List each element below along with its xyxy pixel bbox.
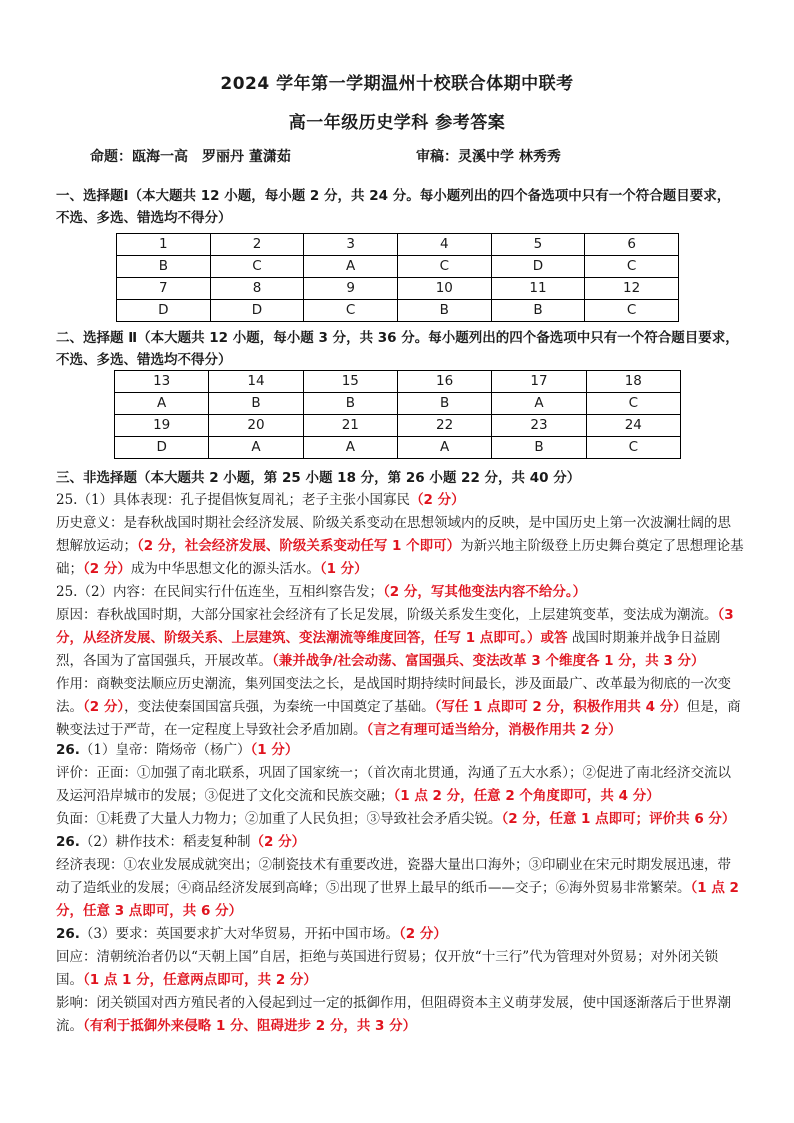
answer-text: 为新兴地主阶级登上历史舞台奠定了思想理论基础； xyxy=(56,538,744,577)
score-note: （2 分） xyxy=(83,699,125,715)
exam-title: 2024 学年第一学期温州十校联合体期中联考 xyxy=(220,74,574,94)
table-cell: B xyxy=(492,437,586,459)
table-cell: 22 xyxy=(397,415,491,437)
table-cell: 4 xyxy=(397,234,491,256)
table-cell: C xyxy=(210,256,304,278)
table-cell: 12 xyxy=(585,278,679,300)
q25-effect xyxy=(56,673,744,742)
table-row xyxy=(117,256,679,278)
table-cell: A xyxy=(492,393,586,415)
q26-response xyxy=(56,946,744,992)
reviewer-line: 审稿：灵溪中学 林秀秀 xyxy=(416,149,561,165)
table-cell: 5 xyxy=(491,234,585,256)
answer-text: 但是，商鞅变法过于严苛，在一定程度上导致社会矛盾加剧。 xyxy=(56,699,741,738)
q26-impact xyxy=(56,992,744,1038)
score-note: （1 点 2 分，任意 3 点即可，共 6 分） xyxy=(56,880,739,919)
table-cell: 3 xyxy=(304,234,398,256)
table-cell: 15 xyxy=(303,371,397,393)
table-cell: 21 xyxy=(303,415,397,437)
table-cell: D xyxy=(210,300,304,322)
table-cell: C xyxy=(397,256,491,278)
table-cell: 14 xyxy=(209,371,303,393)
q25-reason xyxy=(56,604,744,673)
answer-text: 作用：商鞅变法顺应历史潮流，集列国变法之长，是战国时期持续时间最长，涉及面最广、改革最为彻底的一次变法。 xyxy=(56,676,731,715)
table-cell: 8 xyxy=(210,278,304,300)
score-note: （兼并战争/社会动荡、富国强兵、变法改革 3 个维度各 1 分，共 3 分） xyxy=(272,653,705,669)
table-row xyxy=(115,371,681,393)
table-cell: 10 xyxy=(397,278,491,300)
q25-part1 xyxy=(56,489,744,512)
table-cell: D xyxy=(115,437,209,459)
table-cell: 7 xyxy=(117,278,211,300)
table-cell: 20 xyxy=(209,415,303,437)
score-note: （2 分） xyxy=(410,492,465,508)
table-cell: C xyxy=(586,437,680,459)
table-cell: B xyxy=(117,256,211,278)
score-note: （1 分） xyxy=(250,742,299,758)
table-cell: C xyxy=(585,300,679,322)
q26-economy xyxy=(56,854,744,923)
score-note: （1 点 2 分，任意 2 个角度即可，共 4 分） xyxy=(393,788,660,804)
answer-text: （3）要求：英国要求扩大对华贸易，开拓中国市场。 xyxy=(79,926,400,942)
answer-text: 评价：正面：①加强了南北联系，巩固了国家统一；（首次南北贯通，沟通了五大水系）；②促进了南北经济交流以及运河沿岸城市的发展；③促进了文化交流和民族交融； xyxy=(56,765,731,804)
table-cell: B xyxy=(397,300,491,322)
question-number: 26. xyxy=(56,834,80,850)
q26-part1 xyxy=(56,739,744,762)
answer-text: 回应：清朝统治者仍以“天朝上国”自居，拒绝与英国进行贸易；仅开放“十三行”代为管理对外贸易；对外闭关锁国。 xyxy=(56,949,719,988)
exam-subtitle: 高一年级历史学科 参考答案 xyxy=(288,113,506,133)
score-note: （3 分，从经济发展、阶级关系、上层建筑、变法潮流等维度回答，任写 1 点即可。）或答 xyxy=(56,607,734,646)
section2-answer-table xyxy=(114,370,681,459)
answer-text: 成为中华思想文化的源头活水。 xyxy=(130,561,320,577)
table-cell: 6 xyxy=(585,234,679,256)
score-note: （2 分，任意 1 点即可；评价共 6 分） xyxy=(501,811,736,827)
table-cell: 24 xyxy=(586,415,680,437)
table-row xyxy=(115,393,681,415)
table-row xyxy=(117,300,679,322)
table-row xyxy=(117,234,679,256)
score-note: （言之有理可适当给分，消极作用共 2 分） xyxy=(366,722,622,738)
q25-answer-block xyxy=(56,489,744,742)
table-cell: 13 xyxy=(115,371,209,393)
table-cell: 23 xyxy=(492,415,586,437)
score-note: （1 分） xyxy=(319,561,368,577)
answer-text: ，变法使秦国国富兵强，为秦统一中国奠定了基础。 xyxy=(124,699,435,715)
answer-text: 经济表现：①农业发展成就突出；②制瓷技术有重要改进，瓷器大量出口海外；③印刷业在宋元时期发展迅速，带动了造纸业的发展；④商品经济发展到高峰；⑤出现了世界上最早的纸币——交子；⑥海外贸易非常繁荣。 xyxy=(56,857,731,896)
table-cell: 18 xyxy=(586,371,680,393)
answer-text: 25.（2）内容：在民间实行什伍连坐，互相纠察告发； xyxy=(56,584,384,600)
section2-heading: 二、选择题 Ⅱ（本大题共 12 小题，每小题 3 分，共 36 分。每小题列出的四个备选项中只有一个符合题目要求，不选、多选、错选均不得分） xyxy=(56,330,739,368)
section3-heading: 三、非选择题（本大题共 2 小题，第 25 小题 18 分，第 26 小题 22 分，共 40 分） xyxy=(56,470,581,486)
table-cell: A xyxy=(115,393,209,415)
table-cell: B xyxy=(209,393,303,415)
section1-heading: 一、选择题Ⅰ（本大题共 12 小题，每小题 2 分，共 24 分。每小题列出的四个备选项中只有一个符合题目要求，不选、多选、错选均不得分） xyxy=(56,188,731,226)
score-note: （2 分） xyxy=(83,561,131,577)
question-number: 26. xyxy=(56,926,80,942)
answer-text: （1）皇帝：隋炀帝（杨广） xyxy=(79,742,251,758)
question-number: 26. xyxy=(56,742,80,758)
answer-text: 负面：①耗费了大量人力物力；②加重了人民负担；③导致社会矛盾尖锐。 xyxy=(56,811,502,827)
table-cell: 9 xyxy=(304,278,398,300)
table-cell: A xyxy=(209,437,303,459)
score-note: （写任 1 点即可 2 分，积极作用共 4 分） xyxy=(434,699,687,715)
answer-text: （2）耕作技术：稻麦复种制 xyxy=(79,834,251,850)
q26-negative xyxy=(56,808,744,831)
table-cell: D xyxy=(491,256,585,278)
table-cell: 16 xyxy=(397,371,491,393)
q26-part2 xyxy=(56,831,744,854)
table-row xyxy=(115,437,681,459)
q26-positive xyxy=(56,762,744,808)
table-row xyxy=(115,415,681,437)
table-cell: C xyxy=(304,300,398,322)
q26-part3 xyxy=(56,923,744,946)
authors-line: 命题：瓯海一高 罗丽丹 董潇茹 xyxy=(90,149,291,165)
table-cell: B xyxy=(303,393,397,415)
score-note: （2 分） xyxy=(399,926,447,942)
answer-text: 原因：春秋战国时期，大部分国家社会经济有了长足发展，阶级关系发生变化，上层建筑变革，变法成为潮流。 xyxy=(56,607,718,623)
score-note: （2 分，写其他变法内容不给分。） xyxy=(383,584,587,600)
table-cell: B xyxy=(491,300,585,322)
table-cell: B xyxy=(397,393,491,415)
answer-text: 历史意义：是春秋战国时期社会经济发展、阶级关系变动在思想领域内的反映，是中国历史上第一次波澜壮阔的思想解放运动； xyxy=(56,515,731,554)
table-cell: 19 xyxy=(115,415,209,437)
answer-text: 25.（1）具体表现：孔子提倡恢复周礼；老子主张小国寡民 xyxy=(56,492,411,508)
table-cell: A xyxy=(303,437,397,459)
table-cell: A xyxy=(304,256,398,278)
q26-answer-block xyxy=(56,739,744,1038)
score-note: （2 分） xyxy=(250,834,306,850)
q25-significance xyxy=(56,512,744,581)
answer-text: 影响：闭关锁国对西方殖民者的入侵起到过一定的抵御作用，但阻碍资本主义萌芽发展，使中国逐渐落后于世界潮流。 xyxy=(56,995,731,1034)
table-cell: 17 xyxy=(492,371,586,393)
table-cell: 2 xyxy=(210,234,304,256)
score-note: （有利于抵御外来侵略 1 分、阻碍进步 2 分，共 3 分） xyxy=(83,1018,417,1034)
table-cell: D xyxy=(117,300,211,322)
q25-part2 xyxy=(56,581,744,604)
section1-answer-table xyxy=(116,233,679,322)
table-cell: C xyxy=(586,393,680,415)
score-note: （2 分，社会经济发展、阶级关系变动任写 1 个即可） xyxy=(137,538,461,554)
table-cell: 1 xyxy=(117,234,211,256)
answer-text: 战国时期兼并战争日益剧烈，各国为了富国强兵，开展改革。 xyxy=(56,630,721,669)
table-cell: 11 xyxy=(491,278,585,300)
score-note: （1 点 1 分，任意两点即可，共 2 分） xyxy=(83,972,317,988)
table-cell: A xyxy=(397,437,491,459)
table-row xyxy=(117,278,679,300)
table-cell: C xyxy=(585,256,679,278)
